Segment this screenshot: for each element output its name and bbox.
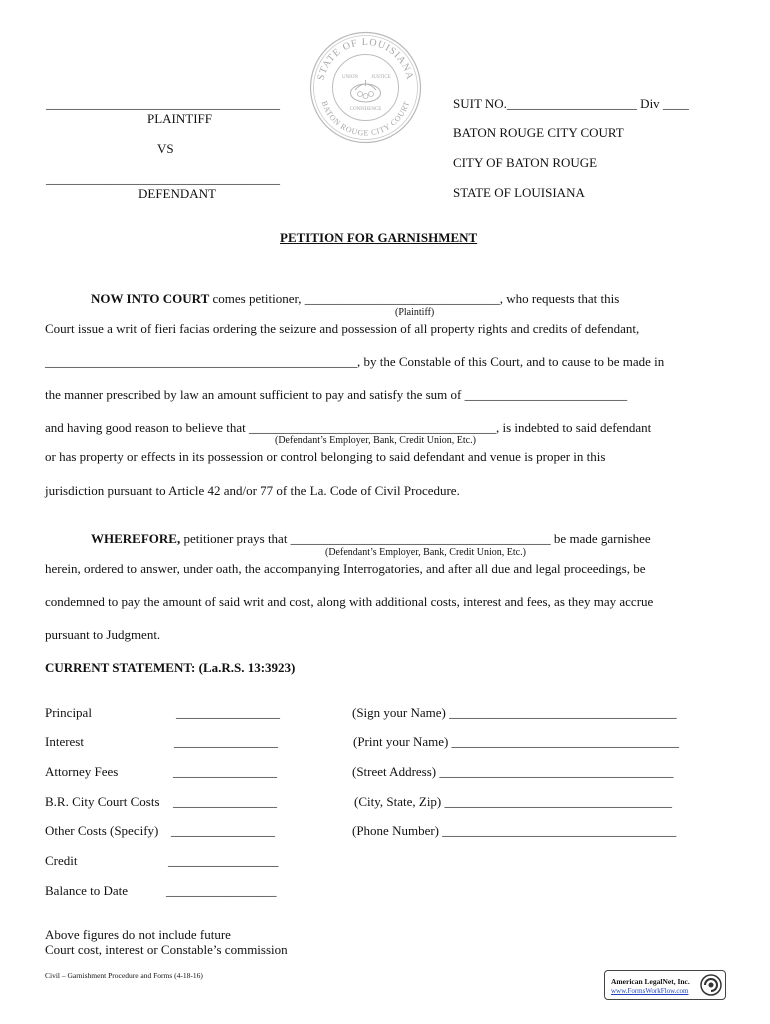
statement-label-interest: Interest xyxy=(45,734,84,749)
paragraph-1-line-1[interactable] xyxy=(91,291,619,307)
seal-top-text: STATE OF LOUISIANA xyxy=(315,36,416,82)
statement-field-court-costs[interactable]: ________________ xyxy=(173,794,277,809)
publisher-name: American LegalNet, Inc. xyxy=(611,977,690,986)
paragraph-2-line-4: pursuant to Judgment. xyxy=(45,627,161,642)
court-seal xyxy=(308,30,423,145)
defendant-name-field[interactable]: ________________________________________________, by the Constable of this Court, and to cause to be made in xyxy=(45,354,665,369)
sign-name-field[interactable]: (Sign your Name) ___________________________________ xyxy=(352,705,677,720)
publisher-link[interactable]: www.FormsWorkFlow.com xyxy=(611,987,689,995)
statement-field-other-costs[interactable]: ________________ xyxy=(171,823,275,838)
seal-bottom-text: BATON ROUGE CITY COURT xyxy=(319,99,412,138)
paragraph-2-line-1[interactable] xyxy=(91,531,651,547)
statement-field-interest[interactable]: ________________ xyxy=(174,734,278,749)
document-title: PETITION FOR GARNISHMENT xyxy=(280,230,478,245)
city-state-zip-field[interactable]: (City, State, Zip) ___________________________________ xyxy=(354,794,673,809)
statement-field-attorney-fees[interactable]: ________________ xyxy=(173,764,277,779)
defendant-label: DEFENDANT xyxy=(138,186,216,201)
state-name: STATE OF LOUISIANA xyxy=(453,185,585,200)
paragraph-1-line-6: or has property or effects in its possession or control belonging to said defendant and venue is proper in this xyxy=(45,449,606,464)
petitioner-field: comes petitioner, ______________________________, who requests that this xyxy=(209,291,620,306)
figures-note-line-2: Court cost, interest or Constable’s commission xyxy=(45,942,288,957)
seal-motto-right: JUSTICE xyxy=(371,75,391,80)
statement-label-attorney-fees: Attorney Fees xyxy=(45,764,119,779)
form-id: Civil – Garnishment Procedure and Forms (4-18-16) xyxy=(45,971,203,980)
sum-field[interactable]: the manner prescribed by law an amount sufficient to pay and satisfy the sum of _________________________ xyxy=(45,387,628,402)
pelican-icon xyxy=(351,80,381,102)
paragraph-1-line-2: Court issue a writ of fieri facias ordering the seizure and possession of all property rights and credits of defendant, xyxy=(45,321,640,336)
statement-label-balance: Balance to Date xyxy=(45,883,129,898)
employer-caption-2: (Defendant’s Employer, Bank, Credit Union, Etc.) xyxy=(325,547,526,558)
current-statement-heading: CURRENT STATEMENT: (La.R.S. 13:3923) xyxy=(45,660,296,675)
garnishee-field-1[interactable]: and having good reason to believe that ______________________________________, is indebted to said defendant xyxy=(45,420,652,435)
statement-field-principal[interactable]: ________________ xyxy=(176,705,280,720)
court-name: BATON ROUGE CITY COURT xyxy=(453,125,624,140)
garnishee-field-2: petitioner prays that ________________________________________ be made garnishee xyxy=(180,531,651,546)
paragraph-1-line-7: jurisdiction pursuant to Article 42 and/or 77 of the La. Code of Civil Procedure. xyxy=(45,483,460,498)
statement-label-principal: Principal xyxy=(45,705,92,720)
statement-label-credit: Credit xyxy=(45,853,78,868)
publisher-badge xyxy=(604,970,726,1000)
statement-label-court-costs: B.R. City Court Costs xyxy=(45,794,160,809)
print-name-field[interactable]: (Print your Name) ___________________________________ xyxy=(353,734,680,749)
statement-field-balance[interactable]: _________________ xyxy=(166,883,277,898)
plaintiff-caption: (Plaintiff) xyxy=(395,307,435,318)
city-name: CITY OF BATON ROUGE xyxy=(453,155,598,170)
svg-text:STATE OF LOUISIANA xyxy=(316,37,416,81)
phone-number-field[interactable]: (Phone Number) ____________________________________ xyxy=(352,823,677,838)
now-into-court-text: NOW INTO COURT xyxy=(91,291,210,306)
paragraph-2-line-2: herein, ordered to answer, under oath, the accompanying Interrogatories, and after all due and legal proceedings, be xyxy=(45,561,646,576)
defendant-line[interactable]: ____________________________________ xyxy=(46,171,280,186)
seal-motto-bottom: CONFIDENCE xyxy=(349,107,382,112)
statement-field-credit[interactable]: _________________ xyxy=(168,853,279,868)
publisher-logo-icon xyxy=(700,974,722,996)
paragraph-2-line-3: condemned to pay the amount of said writ and cost, along with additional costs, interest and fees, as they may accrue xyxy=(45,594,654,609)
figures-note-line-1: Above figures do not include future xyxy=(45,927,231,942)
vs-label: VS xyxy=(157,141,174,156)
plaintiff-line[interactable]: ____________________________________ xyxy=(46,96,280,111)
employer-caption-1: (Defendant’s Employer, Bank, Credit Union, Etc.) xyxy=(275,435,476,446)
statement-label-other-costs: Other Costs (Specify) xyxy=(45,823,159,838)
suit-number-field[interactable]: SUIT NO.____________________ Div ____ xyxy=(453,96,689,111)
plaintiff-label: PLAINTIFF xyxy=(147,111,213,126)
seal-motto-left: UNION xyxy=(341,75,359,80)
wherefore-text: WHEREFORE, xyxy=(91,531,181,546)
street-address-field[interactable]: (Street Address) ____________________________________ xyxy=(352,764,674,779)
